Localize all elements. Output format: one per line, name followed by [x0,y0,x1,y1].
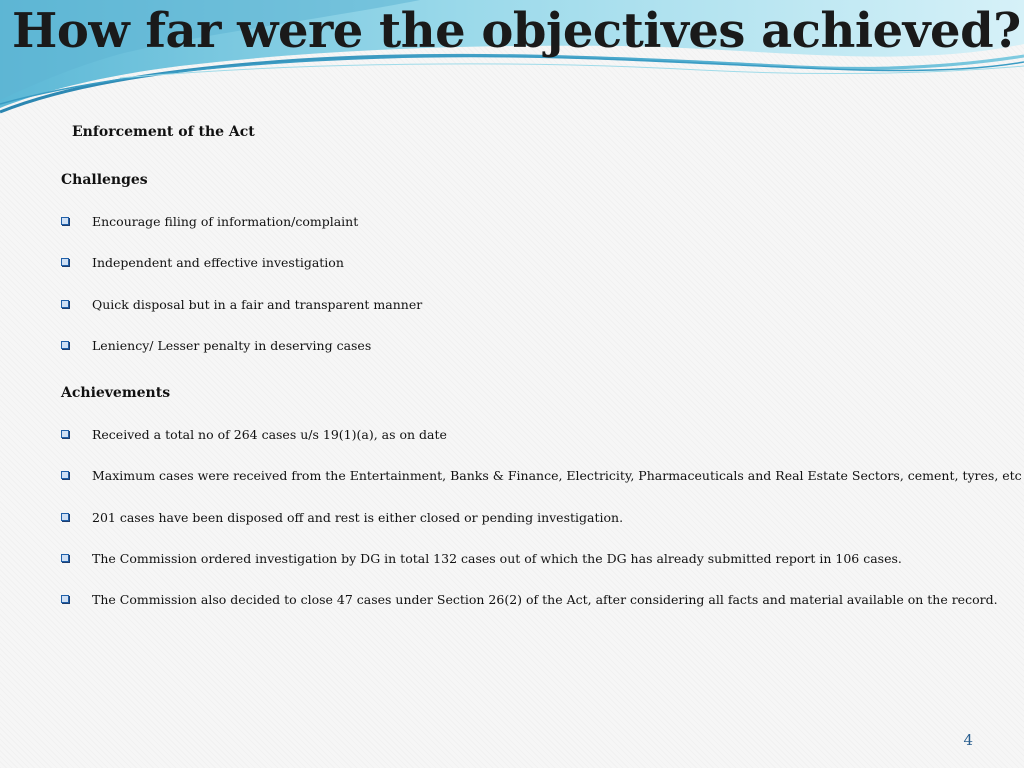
page-number: 4 [963,731,973,749]
achievements-heading: Achievements [61,385,171,401]
list-item-text: Received a total no of 264 cases u/s 19(1)(a), as on date [92,427,447,442]
list-item-text: The Commission also decided to close 47 cases under Section 26(2) of the Act, after considering all facts and material available on the record. [92,592,998,608]
square-bullet-icon [61,430,69,438]
list-item-text: Leniency/ Lesser penalty in deserving cases [92,337,372,353]
square-bullet-icon [61,258,69,266]
list-item-text: Encourage filing of information/complaint [92,214,359,229]
list-item-text: Quick disposal but in a fair and transparent manner [92,296,423,312]
list-item-text: The Commission ordered investigation by DG in total 132 cases out of which the DG has already submitted report in 106 cases. [92,550,902,566]
square-bullet-icon [61,554,69,562]
slide-title: How far were the objectives achieved? [12,3,1021,59]
square-bullet-icon [61,217,69,225]
slide-subtitle: Enforcement of the Act [72,124,255,140]
list-item-text: 201 cases have been disposed off and rest is either closed or pending investigation. [92,509,624,525]
list-item-text: Independent and effective investigation [92,255,344,271]
square-bullet-icon [61,513,69,521]
square-bullet-icon [61,300,69,308]
square-bullet-icon [61,595,69,603]
square-bullet-icon [61,471,69,479]
challenges-heading: Challenges [61,172,148,188]
list-item-text: Maximum cases were received from the Entertainment, Banks & Finance, Electricity, Pharmaceuticals and Real Estate Sectors, cement, tyres, etc [92,468,1022,484]
square-bullet-icon [61,341,69,349]
